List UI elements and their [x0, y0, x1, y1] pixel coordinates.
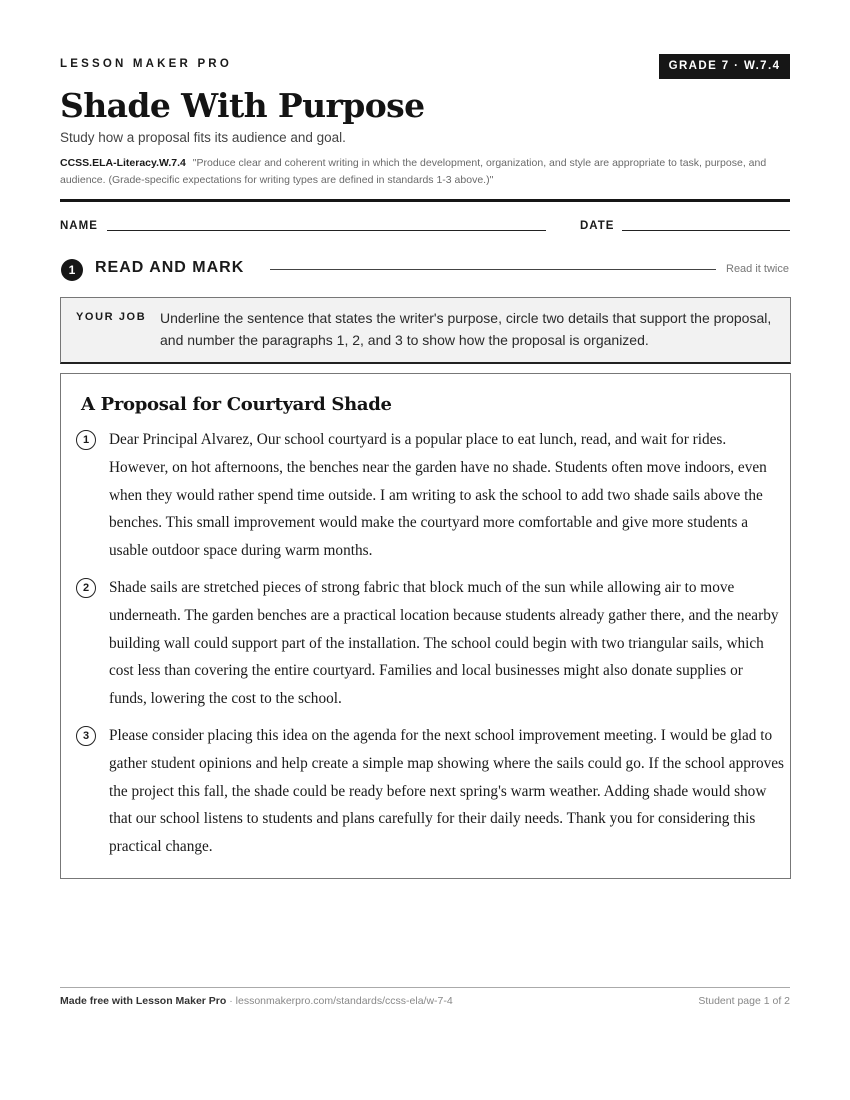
paragraph-2: Shade sails are stretched pieces of strong fabric that block much of the sun while allowing air to move underneath. The garden benches are a practical location because students already gather there, and the nearby building wall could support part of the installation. The school could begin with two triangular sails, which cost less than covering the entire courtyard. Families and local businesses might also donate supplies or funds, lowering the cost to the school. — [109, 579, 779, 708]
name-field[interactable] — [107, 230, 546, 231]
section-number-badge: 1 — [61, 259, 83, 281]
brand-name: LESSON MAKER PRO — [60, 58, 232, 70]
your-job-box — [60, 297, 791, 364]
header-divider — [60, 199, 790, 202]
footer-made-with: Made free with Lesson Maker Pro — [60, 995, 227, 1007]
footer-page-number: Student page 1 of 2 — [698, 995, 790, 1007]
footer-credit — [60, 995, 453, 1007]
section-note: Read it twice — [726, 263, 789, 275]
date-field[interactable] — [622, 230, 790, 231]
name-label: NAME — [60, 220, 98, 232]
your-job-instructions: Underline the sentence that states the writer's purpose, circle two details that support the proposal, and number the paragraphs 1, 2, and 3 to show how the proposal is organized. — [160, 310, 772, 348]
section-title: READ AND MARK — [95, 259, 245, 276]
reading-passage — [60, 373, 791, 879]
section-divider — [270, 269, 716, 270]
page-subtitle: Study how a proposal fits its audience and goal. — [60, 130, 346, 145]
your-job-label: YOUR JOB — [76, 311, 147, 323]
standard-text: "Produce clear and coherent writing in which the development, organization, and style are appropriate to task, purpose, and audience. (Grade-specific expectations for writing types are defined in standards 1-3 above.)" — [60, 157, 767, 186]
footer-url[interactable]: · lessonmakerpro.com/standards/ccss-ela/w-7-4 — [229, 995, 453, 1007]
grade-badge: GRADE 7 · W.7.4 — [659, 54, 790, 79]
standard-description — [60, 155, 790, 189]
date-label: DATE — [580, 220, 615, 232]
passage-title: A Proposal for Courtyard Shade — [81, 394, 392, 415]
page-title: Shade With Purpose — [60, 86, 425, 125]
paragraph-number-3: 3 — [76, 726, 96, 746]
paragraph-number-2: 2 — [76, 578, 96, 598]
paragraph-number-1: 1 — [76, 430, 96, 450]
paragraph-3: Please consider placing this idea on the agenda for the next school improvement meeting. I would be glad to gather student opinions and help create a simple map showing where the sails could go. If the school approves the project this fall, the shade could be ready before next spring's warm weather. Adding shade would show that our school listens to students and plans carefully for their daily needs. Thank you for considering this practical change. — [109, 727, 785, 856]
standard-code: CCSS.ELA-Literacy.W.7.4 — [60, 157, 186, 169]
paragraph-1: Dear Principal Alvarez, Our school courtyard is a popular place to eat lunch, read, and wait for rides. However, on hot afternoons, the benches near the garden have no shade. Students often move indoors, even when they would rather spend time outside. I am writing to ask the school to add two shade sails above the benches. This small improvement would make the courtyard more comfortable and give more students a usable outdoor space during warm months. — [109, 431, 767, 560]
footer-divider — [60, 987, 790, 988]
